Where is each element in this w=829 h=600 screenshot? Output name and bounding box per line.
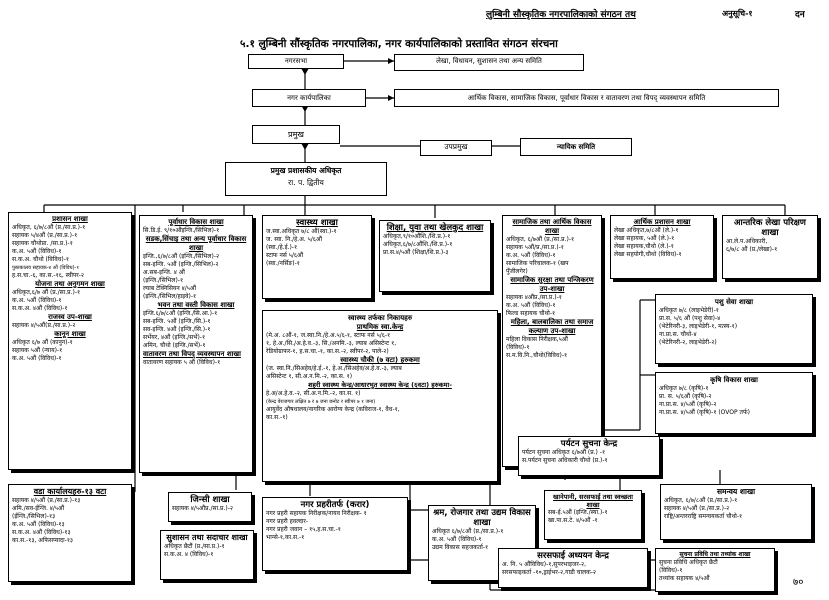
rajaswa-title: राजस्व उप-शाखा (48, 313, 92, 321)
swasthya-line: ज. स्वा. नि./हे.अ. ५/६औं (266, 236, 323, 243)
sadak-line: अ.सब-इन्जि. ४ औं (143, 269, 185, 276)
swasthya-line: (स्वा./नर्सिङ)-१ (266, 260, 300, 267)
cao-title: प्रमुख प्रशासकीय अधिकृत (270, 166, 342, 175)
suchana-line: सुचना प्रविधि अधिकृत छैटौं (659, 559, 718, 566)
antarik-title: आन्तरिक लेखा परिक्षण शाखा (734, 218, 806, 238)
karyapalika-box (252, 89, 366, 107)
antarik-line: आ.ले.प.अधिकारी, (726, 238, 768, 245)
yojana-line: क.अ. ५औं (विविध)-१ (12, 297, 62, 304)
antarik-section-box (722, 215, 818, 279)
prashasan-line: अधिकृत, ६/७/८औं (प्र./सा.प्र.)-१ (12, 224, 86, 231)
mahila-title: महिला, बालबालिका तथा समाज कल्याण उप-शाखा (510, 318, 594, 335)
upapramukh-box (420, 140, 492, 156)
yojana-line: अधिकृत,६/७ औं (प्र./सा.प्र.)-१ (12, 289, 81, 296)
header-tail: दन (795, 10, 805, 20)
wada-line: क.अ. ५औं (विविध)-१३ (12, 521, 65, 528)
samanwaya-title: समन्वय शाखा (716, 487, 756, 496)
cao-box (225, 162, 387, 196)
swasthya-line: (स्वा./हे.ई.)-१ (266, 244, 298, 251)
pasu-line: (भेटेरिनरी-२, लाइभेडेरी-२) (659, 339, 717, 346)
suchana-section-box (655, 548, 775, 592)
nagar-prahari-line: नगर प्रहरी जवान – १५,ह.स.चा.-१ (266, 526, 341, 533)
yojana-title: योजना तथा अनुगमन शाखा (35, 280, 105, 288)
sadak-line: सब-इन्जि. ५औं (इन्जि./सिभिल)-२ (143, 261, 219, 268)
shahari-title: शहरी स्वास्थ्य केन्द्र/आधारभुत स्वास्थ्य केन्द्र (६वटा) हरुकमा- (308, 381, 452, 389)
prashasan-line: ह.स.चा.-६, का.स.-१६, स्वीपर-२ (12, 272, 85, 279)
purwadhar-line: सि.डि.ई. ९/१०औंइन्जि./सिभिल)-१ (143, 227, 220, 234)
pasu-line: प्रा.स. ५/६ औं (पशु सेवा)-४ (659, 315, 721, 322)
mahila-line: स.म.वि.नि.,चौथो(विविध)-१ (506, 352, 568, 359)
samajik-line: क.अ. ५औं (विविध)-१ (506, 252, 556, 259)
antarik-line: ६/७/८ औं (प्र./लेखा)-१ (726, 246, 778, 253)
page-title: ५.१ लुम्बिनी सौंस्कृतिक नगरपालिका, नगर कार्यपालिकाको प्रस्तावित संगठन संरचना (240, 38, 558, 50)
susasan-section-box (160, 530, 254, 580)
jinsi-line: सहायक ४/५औंप्र./सा.प्र.)-२ (172, 505, 233, 512)
prathamik-title: प्राथमिक स्वा.केन्द्र (356, 323, 404, 331)
shahari-line: आयुर्वेद औषधालय/नागरिक आरोग्य केन्द्र (कविराज-१, वैध-१, (266, 406, 400, 413)
samajik-title: सामाजिक तथा आर्थिक विकास शाखा (512, 218, 592, 235)
nagar-prahari-line: भान्से-१,का.स.-१ (266, 534, 305, 541)
krishi-line: ना.प्रा.स. ४/५औं (कृषि)-१ (OVOP तर्फ) (659, 409, 750, 416)
document-header (486, 7, 636, 20)
kanun-line: क.अ. ५औं (विविध)-१ (12, 355, 62, 362)
shahari-line: हे.अ/अ.हे.व.-२, सी.अ.न.मि.-२, का.स. १) (266, 390, 361, 397)
suraksha-title: सामाजिक सुरक्षा तथा पन्जिकरण उप-शाखा (510, 276, 594, 293)
samanwaya-line: सहायक ४/५औं (प्र./सा.प्र.)-२ (664, 505, 730, 512)
arthik-line: लेखा सहायक,चौथो (ले.)-१ (614, 243, 674, 250)
nagarsabha-box (248, 54, 344, 69)
sadak-line: ल्याब टेक्निसियन ४/५औं (143, 285, 197, 292)
pasu-title: पशु सेवा शाखा (714, 298, 754, 306)
wada-line: (ईन्जि./सिभिल)-१३ (12, 513, 56, 520)
purwadhar-section-box (139, 215, 253, 473)
rajaswa-line: सहायक ४/५औं(प्र./सा.प्र.)-२ (12, 322, 76, 329)
nagar-prahari-line: नगर प्रहरी हवल्दार- (266, 518, 309, 525)
bhawan-line: सर्भेयर, ४औं (इन्जि./सर्भे)-१ (143, 334, 206, 341)
nikaya-title: स्वास्थ्य तर्फका निकायहरु (347, 314, 413, 322)
pasu-line: अधिकृत ७/८ (लाइभेडेरी)-१ (659, 307, 719, 314)
sabha-committees-label: लेखा, विधायन, सुशासन तथा अन्य समिति (436, 57, 542, 65)
swasthya-title: स्वास्थ्य शाखा (296, 218, 338, 228)
prathamik-line: १, हे.अ./सि./अ.हे.व.-३, सि./अनमि.-३, ल्याब असिस्टेन्ट १, (266, 340, 397, 347)
chauki-title: स्वास्थ्य चौकी (७ वटा) हरुकमा (340, 356, 420, 364)
khanepani-line: सब-ई.५औं (इन्जि./स्या.)-१ (548, 509, 608, 516)
wada-line: का.स.-१३, अफिसप्यादा-१३ (12, 537, 74, 544)
arthik-line: लेखा अधिकृत,७/८औं (ले.)-१ (614, 227, 679, 234)
jinsi-title: जिन्सी शाखा (190, 495, 230, 505)
sikshya-section-box (379, 220, 491, 292)
arthik-title: आर्थिक प्रशासन शाखा (633, 218, 691, 226)
krishi-line: अधिकृत ७/८ (कृषि)-१ (659, 385, 709, 392)
samanwaya-section-box (660, 484, 812, 540)
yojana-line: स.क.अ. ४औं (विविध)-१ (12, 305, 68, 312)
sikshya-line: अधिकृत,९/१०औंशि./शि.प्र.)-१ (383, 233, 451, 240)
bhawan-line: इन्जि.६/७/८औं (इन्जि./सि.आ.)-१ (143, 310, 218, 317)
nagarsabha-label: नगरसभा (284, 57, 308, 65)
kanun-line: सहायक ५औं (न्याय)-१ (12, 347, 63, 354)
sadak-line: (इन्जि./सिभिल/हाइवे)-१ (143, 293, 197, 300)
prathamik-line: (मे.अ. ८औं-१, ज.स्वा.नि./हे.अ.५/६-१, स्टाफ नर्स ५/६-१ (266, 332, 391, 339)
khanepani-title: खानेपानी, सरसफाई तथा स्वच्छता शाखा (553, 493, 633, 509)
chauki-line: असिस्टेन्ट १, सी.अ.न.मि.-२, का.स. १) (266, 373, 353, 380)
arthik-line: लेखा सहयोगी,चौथो (विविध)-१ (614, 251, 682, 258)
sarsafai-line: अ. नि. ५ औंविविध)-१,सुपरभाइजर-२, (502, 561, 586, 568)
cao-rank: रा. प. द्वितीय (288, 178, 324, 187)
jinsi-section-box (168, 492, 252, 522)
swasthya-section-box (262, 215, 372, 299)
shahari-line: (केन्द्र वेराजगार लक्षित ७ र ७ जना छनोट र स्वीपर ७ १ जना) (266, 399, 376, 405)
sadak-line: इन्जि.,६/७/८औं (इन्जि./सिभिल)-२ (143, 253, 220, 260)
header-title: लुम्बिनी सौस्कृतिक नगरपालिकाको संगठन तथ (486, 10, 636, 20)
sikshya-title: शिक्षा, युवा तथा खेलकुद शाखा (386, 223, 484, 233)
nyayik-committee-box (520, 138, 632, 156)
kanun-title: कानून शाखा (54, 330, 86, 338)
paryatan-line: पर्यटन सुचना अधिकृत ६/७औं (प्र.) -१ (522, 449, 606, 456)
sabha-committees-box (394, 54, 584, 71)
samanwaya-line: अधिकृत, ६/७/८औं (प्र./सा.प्र.)-१ (664, 497, 738, 504)
arthik-section-box (610, 215, 714, 279)
page-number: ७० (793, 577, 804, 588)
upapramukh-label: उपप्रमुख (444, 142, 468, 151)
bhawan-line: सब-इन्जि. ५औं (इन्जि./सि.)-१ (143, 318, 211, 325)
kanun-line: अधिकृत ६/७ औं (कानुन)-१ (12, 339, 73, 346)
sarsafai-title: सरसफाई अध्ययन केन्द्र (537, 551, 609, 561)
krishi-line: ना.प्रा.स. ४/५औं (कृषि)-२ (659, 401, 717, 408)
shahari-line: का.स.-१) (266, 414, 288, 421)
pasu-line: (भेटेरिनरी-३, लाइभेडेरी-१, मत्स्य-१) (659, 323, 738, 330)
bhawan-title: भवन तथा वस्ती विकास शाखा (157, 301, 235, 309)
pramukh-box (252, 125, 340, 144)
pasu-line: ना.प्रा.स. चौथो-४ (659, 331, 697, 338)
nagar-prahari-line: नगर प्रहरी सहायक निरीक्षक/नायव निरीक्षक- १ (266, 510, 367, 517)
suchana-line: तथ्यांक सहायक ४/५औं (659, 575, 710, 582)
sadak-line: (इन्जि./सिभिल)-१ (143, 277, 184, 284)
susasan-line: अधिकृत छैटौं (प्र./सा.प्र.)-१ (164, 543, 225, 550)
prathamik-line: रेडियोग्राफर-१, ह.स.चा.-१, का.स.-२, स्वीपर-२, पाले-२) (266, 348, 389, 355)
prashasan-section-box (8, 212, 132, 470)
bhawan-line: अमिन, चौथो (इन्जि./सर्भे)-१ (143, 342, 206, 349)
shram-line: अधिकृत ६/७/८औं (प्र./सा.प्र.)-१ (432, 528, 504, 535)
krishi-line: प्रा. स. ५/६औं (कृषि)-२ (659, 393, 712, 400)
prashasan-title: प्रशासन शाखा (52, 215, 88, 223)
paryatan-section-box (518, 436, 660, 476)
khanepani-line: खा.पा.स.टे. ४/५औं -१ (548, 517, 598, 524)
suraksha-line: क.अ. ५औं (विविध)-१ (506, 302, 556, 309)
prashasan-line: सहायक चौथोप्रा. /सा.प्र.)-१ (12, 240, 73, 247)
sikshya-line: प्रा.स.४/५औं (शिक्षा/शि.प्र.)-३ (383, 249, 449, 256)
sadak-title: सडक,सिंचाइ तथा अन्य पूर्वाधार विकास शाखा (145, 235, 247, 252)
batawaran-title: वातावरण तथा विपद् व्यवस्थापन शाखा (143, 350, 241, 358)
wada-title: वडा कार्यालयहरु-१३ वटा (33, 487, 107, 496)
swasthya-line: ज.स्वा.अधिकृत ७/८ औं(स्वा.)-१ (266, 228, 337, 235)
samajik-line: पुँजीलगेर) (506, 268, 528, 275)
bhawan-line: सव-इन्जि. ४औं (इन्जि./सि.)-१ (143, 326, 211, 333)
wada-offices-box (8, 484, 132, 582)
batawaran-line: वातावरण सहायक ५ औं (विविध)-१ (143, 359, 221, 366)
sarsafai-line: सरसफाइकर्ता -१०,ड्राईभर-२,गाडी चालक-२ (502, 569, 596, 576)
purwadhar-title: पूर्वाधार विकास शाखा (168, 218, 224, 226)
karyapalika-committees-box (394, 89, 779, 107)
health-bodies-box (262, 310, 498, 482)
khanepani-section-box (544, 490, 642, 540)
samajik-line: सामाजिक परिचालक-१ (खप (506, 260, 569, 267)
shram-line: क.अ. ५औं (विविध)-१ (432, 536, 482, 543)
nagar-prahari-box (262, 497, 408, 571)
nagar-prahari-title: नगर प्रहरीतर्फ (करार) (300, 500, 370, 510)
annex-label: अनुसूचि-१ (722, 9, 753, 18)
karyapalika-committees-label: आर्थिक विकास, सामाजिक विकास, पूर्वाधार विकास र वातावरण तथा विपद् व्यवस्थापन समिति (467, 94, 706, 102)
krishi-section-box (655, 372, 813, 434)
prashasan-line: सहायक ५/४औं (प्र./सा.प्र.)-१ (12, 232, 78, 239)
wada-line: सहायक ४/५औं (प्र./सा.प्र.)-१३ (12, 497, 81, 504)
shram-title: श्रम, रोजगार तथा उद्यम विकास शाखा (433, 508, 531, 528)
shram-line: उद्यम विकास सहजकर्ता-१ (432, 544, 489, 551)
susasan-line: स.क.अ. ४ (विविध)-१ (164, 551, 214, 558)
pasu-section-box (655, 294, 813, 364)
suraksha-line: फिल्ड सहायक चौथो-१ (506, 310, 556, 317)
krishi-title: कृषि विकास शाखा (710, 376, 758, 384)
mahila-line: (विविध)-१ (506, 344, 530, 351)
arthik-line: लेखा सहायक, ५औं (ले.)-१ (614, 235, 675, 242)
prashasan-line: स.क.अ. चौथो (विविध)-१ (12, 256, 69, 263)
paryatan-title: पर्यटन सुचना केन्द्र (560, 439, 618, 449)
samajik-line: सहायक ५औं/प्र./सा.प्र.)-१ (506, 244, 564, 251)
wada-line: अमि./सव-ईन्जि. ४/५औं (12, 505, 65, 512)
prashasan-line: क.अ. ५औं (विविध)-१ (12, 248, 62, 255)
wada-line: स.क.अ. ४औं (विविध)-१३ (12, 529, 71, 536)
suchana-line: (विविध)-१ (659, 567, 683, 574)
karyapalika-label: नगर कार्यपालिका (287, 94, 331, 102)
paryatan-line: स.पर्यटन सुचना अधिकारी चौथो (प्र.)-१ (522, 457, 608, 464)
sarsafai-section-box (498, 548, 648, 588)
pramukh-label: प्रमुख (288, 130, 304, 139)
suraksha-line: सहायक ४औंप्र./सा.प्र.)-१ (506, 294, 562, 301)
mahila-line: महिला विकास निरीक्षक,५औं (506, 336, 568, 343)
susasan-title: सुशासन तथा सदाचार शाखा (166, 533, 248, 542)
sikshya-line: अधिकृत,६/७/८औंशि./शि.प्र.)-१ (383, 241, 453, 248)
samanwaya-line: राष्ट्रि/अन्तरराष्ट्रि समन्वयकर्ता चौथो-१ (664, 513, 743, 520)
prashasan-line: पुस्तकालय सहायक-४ औं (विविध)-१ (12, 265, 79, 271)
suchana-title: सुचना प्रविधि तथा तथ्यांक शाखा (679, 551, 751, 558)
nyayik-committee-label: न्यायिक समिति (556, 143, 596, 151)
samajik-section-box (502, 215, 602, 467)
swasthya-line: स्टाफ नर्स ५/६औं (266, 252, 304, 259)
samajik-line: अधिकृत, ६/७औं (प्र./सा.प्र.)-१ (506, 236, 575, 243)
chauki-line: (ज. स्वा.नि./सिअहेव/हे.ई.-१, हे.अ./सिअहेव/अ.हे.व.-३, ल्याब (266, 365, 402, 372)
